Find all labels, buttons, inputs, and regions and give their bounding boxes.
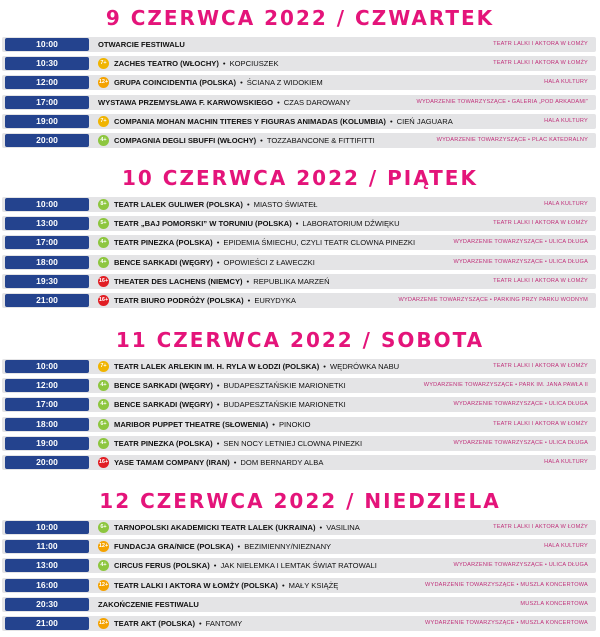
event-title xyxy=(114,436,362,451)
day-title: 11 CZERWCA 2022 / SOBOTA xyxy=(115,328,485,352)
company-name: TARNOPOLSKI AKADEMICKI TEATR LALEK (UKRAINA) xyxy=(114,523,316,532)
event-time: 20:30 xyxy=(5,598,89,611)
event-title xyxy=(114,274,330,289)
venue-label: HALA KULTURY xyxy=(544,459,588,465)
schedule-row[interactable] xyxy=(2,616,596,631)
performance-title: EURYDYKA xyxy=(254,296,296,305)
bullet-separator: • xyxy=(277,98,280,107)
schedule-row[interactable] xyxy=(2,197,596,212)
age-badge: 12+ xyxy=(98,618,109,629)
age-badge: 4+ xyxy=(98,560,109,571)
event-time: 20:00 xyxy=(5,134,89,147)
schedule-row[interactable] xyxy=(2,75,596,90)
venue-label: WYDARZENIE TOWARZYSZĄCE • GALERIA „POD ARKADAMI” xyxy=(416,99,588,105)
company-name: BENCE SARKADI (WĘGRY) xyxy=(114,381,213,390)
age-badge: 4+ xyxy=(98,257,109,268)
event-title xyxy=(114,378,346,393)
age-badge: 12+ xyxy=(98,541,109,552)
schedule-row[interactable] xyxy=(2,558,596,573)
schedule-row[interactable] xyxy=(2,417,596,432)
venue-label: TEATR LALKI I AKTORA W ŁOMŻY xyxy=(493,524,588,530)
day-title: 10 CZERWCA 2022 / PIĄTEK xyxy=(122,166,478,190)
performance-title: EPIDEMIA ŚMIECHU, CZYLI TEATR CLOWNA PINEZKI xyxy=(223,238,416,247)
performance-title: DOM BERNARDY ALBA xyxy=(240,458,324,467)
event-title xyxy=(114,578,338,593)
age-badge: 4+ xyxy=(98,237,109,248)
bullet-separator: • xyxy=(319,523,323,532)
company-name: BENCE SARKADI (WĘGRY) xyxy=(114,400,213,409)
event-title xyxy=(114,455,323,470)
venue-label: TEATR LALKI I AKTORA W ŁOMŻY xyxy=(493,220,588,226)
performance-title: TOZZABANCONE & FITTIFITTI xyxy=(266,136,375,145)
event-time: 10:30 xyxy=(5,57,89,70)
event-title xyxy=(114,359,399,374)
company-name: TEATR LALEK GULIWER (POLSKA) xyxy=(114,200,243,209)
performance-title: SEN NOCY LETNIEJ CLOWNA PINEZKI xyxy=(223,439,363,448)
bullet-separator: • xyxy=(240,78,243,87)
event-time: 10:00 xyxy=(5,521,89,534)
venue-label: HALA KULTURY xyxy=(544,79,588,85)
age-badge: 16+ xyxy=(98,276,109,287)
company-name: ZAKOŃCZENIE FESTIWALU xyxy=(98,600,199,609)
company-name: THEATER DES LACHENS (NIEMCY) xyxy=(114,277,243,286)
day-title: 9 CZERWCA 2022 / CZWARTEK xyxy=(105,6,495,30)
bullet-separator: • xyxy=(260,136,263,145)
venue-label: WYDARZENIE TOWARZYSZĄCE • MUSZLA KONCERTOWA xyxy=(425,620,588,626)
schedule-row[interactable] xyxy=(2,436,596,451)
company-name: CIRCUS FERUS (POLSKA) xyxy=(114,561,210,570)
event-time: 17:00 xyxy=(5,96,89,109)
age-badge: 12+ xyxy=(98,77,109,88)
schedule-row[interactable] xyxy=(2,293,596,308)
event-title xyxy=(98,37,185,52)
event-title xyxy=(114,520,360,535)
schedule-row[interactable] xyxy=(2,114,596,129)
event-title xyxy=(114,255,315,270)
venue-label: TEATR LALKI I AKTORA W ŁOMŻY xyxy=(493,41,588,47)
event-title xyxy=(98,597,199,612)
performance-title: BUDAPESZTAŃSKIE MARIONETKI xyxy=(223,381,346,390)
performance-title: CZAS DAROWANY xyxy=(283,98,351,107)
schedule-row[interactable] xyxy=(2,578,596,593)
event-time: 10:00 xyxy=(5,38,89,51)
venue-label: WYDARZENIE TOWARZYSZĄCE • PARKING PRZY PARKU WODNYM xyxy=(398,297,588,303)
event-time: 10:00 xyxy=(5,198,89,211)
company-name: TEATR PINEZKA (POLSKA) xyxy=(114,238,213,247)
event-time: 18:00 xyxy=(5,418,89,431)
venue-label: HALA KULTURY xyxy=(544,201,588,207)
age-badge: 16+ xyxy=(98,295,109,306)
venue-label: WYDARZENIE TOWARZYSZĄCE • PARK IM. JANA PAWŁA II xyxy=(423,382,588,388)
company-name: WYSTAWA PRZEMYSŁAWA F. KARWOWSKIEGO xyxy=(98,98,274,107)
age-badge: 6+ xyxy=(98,419,109,430)
company-name: TEATR BIURO PODRÓŻY (POLSKA) xyxy=(114,296,244,305)
event-time: 11:00 xyxy=(5,540,89,553)
bullet-separator: • xyxy=(246,200,250,209)
bullet-separator: • xyxy=(216,381,220,390)
age-badge: 7+ xyxy=(98,116,109,127)
event-time: 19:30 xyxy=(5,275,89,288)
bullet-separator: • xyxy=(281,581,285,590)
company-name: YASE TAMAM COMPANY (IRAN) xyxy=(114,458,230,467)
venue-label: TEATR LALKI I AKTORA W ŁOMŻY xyxy=(493,363,588,369)
performance-title: BEZIMIENNY/NIEZNANY xyxy=(244,542,332,551)
bullet-separator: • xyxy=(222,59,226,68)
performance-title: JAK NIELEMKA I LEMTAK ŚWIAT RATOWALI xyxy=(220,561,377,570)
company-name: TEATR LALKI I AKTORA W ŁOMŻY (POLSKA) xyxy=(114,581,278,590)
event-title xyxy=(114,133,375,148)
bullet-separator: • xyxy=(272,420,275,429)
company-name: BENCE SARKADI (WĘGRY) xyxy=(114,258,213,267)
bullet-separator: • xyxy=(295,219,299,228)
event-time: 17:00 xyxy=(5,398,89,411)
venue-label: WYDARZENIE TOWARZYSZĄCE • ULICA DŁUGA xyxy=(453,401,588,407)
venue-label: TEATR LALKI I AKTORA W ŁOMŻY xyxy=(493,278,588,284)
age-badge: 4+ xyxy=(98,399,109,410)
event-time: 13:00 xyxy=(5,217,89,230)
schedule-row[interactable] xyxy=(2,95,596,110)
event-time: 13:00 xyxy=(5,559,89,572)
performance-title: LABORATORIUM DŹWIĘKU xyxy=(302,219,400,228)
company-name: GRUPA COINCIDENTIA (POLSKA) xyxy=(114,78,237,87)
schedule-row[interactable] xyxy=(2,539,596,554)
company-name: COMPAGNIA DEGLI SBUFFI (WŁOCHY) xyxy=(114,136,257,145)
schedule-row[interactable] xyxy=(2,133,596,148)
performance-title: ŚCIANA Z WIDOKIEM xyxy=(246,78,323,87)
company-name: COMPANIA MOHAN MACHIN TITERES Y FIGURAS ANIMADAS (KOLUMBIA) xyxy=(114,117,386,126)
bullet-separator: • xyxy=(216,400,220,409)
schedule-row[interactable] xyxy=(2,378,596,393)
event-time: 20:00 xyxy=(5,456,89,469)
company-name: ZACHES TEATRO (WŁOCHY) xyxy=(114,59,219,68)
venue-label: WYDARZENIE TOWARZYSZĄCE • ULICA DŁUGA xyxy=(453,239,588,245)
performance-title: MAŁY KSIĄŻĘ xyxy=(288,581,339,590)
bullet-separator: • xyxy=(199,619,202,628)
venue-label: WYDARZENIE TOWARZYSZĄCE • PLAC KATEDRALNY xyxy=(436,137,588,143)
schedule-row[interactable] xyxy=(2,37,596,52)
event-title xyxy=(114,114,453,129)
venue-label: HALA KULTURY xyxy=(544,543,588,549)
performance-title: WĘDRÓWKA NABU xyxy=(329,362,400,371)
bullet-separator: • xyxy=(233,458,237,467)
bullet-separator: • xyxy=(389,117,393,126)
performance-title: KOPCIUSZEK xyxy=(229,59,279,68)
event-title xyxy=(114,75,323,90)
bullet-separator: • xyxy=(216,439,220,448)
event-title xyxy=(114,417,311,432)
event-time: 19:00 xyxy=(5,115,89,128)
venue-label: WYDARZENIE TOWARZYSZĄCE • ULICA DŁUGA xyxy=(453,562,588,568)
performance-title: MIASTO ŚWIATEŁ xyxy=(253,200,318,209)
event-time: 12:00 xyxy=(5,379,89,392)
schedule-row[interactable] xyxy=(2,397,596,412)
performance-title: VASILINA xyxy=(326,523,360,532)
company-name: TEATR AKT (POLSKA) xyxy=(114,619,195,628)
bullet-separator: • xyxy=(246,277,250,286)
schedule-row[interactable] xyxy=(2,520,596,535)
event-title xyxy=(114,197,317,212)
event-time: 19:00 xyxy=(5,437,89,450)
age-badge: 4+ xyxy=(98,380,109,391)
bullet-separator: • xyxy=(216,258,220,267)
bullet-separator: • xyxy=(216,238,220,247)
schedule-row[interactable] xyxy=(2,359,596,374)
venue-label: WYDARZENIE TOWARZYSZĄCE • MUSZLA KONCERTOWA xyxy=(425,582,588,588)
venue-label: MUSZLA KONCERTOWA xyxy=(520,601,588,607)
event-title xyxy=(114,397,346,412)
event-time: 10:00 xyxy=(5,360,89,373)
age-badge: 12+ xyxy=(98,580,109,591)
schedule-row[interactable] xyxy=(2,235,596,250)
company-name: FUNDACJA GRA/NICE (POLSKA) xyxy=(114,542,234,551)
performance-title: REPUBLIKA MARZEŃ xyxy=(253,277,330,286)
venue-label: HALA KULTURY xyxy=(544,118,588,124)
event-time: 16:00 xyxy=(5,579,89,592)
schedule-row[interactable] xyxy=(2,255,596,270)
performance-title: PINOKIO xyxy=(278,420,311,429)
schedule-row[interactable] xyxy=(2,455,596,470)
event-time: 18:00 xyxy=(5,256,89,269)
performance-title: OPOWIEŚCI Z ŁAWECZKI xyxy=(223,258,315,267)
event-time: 21:00 xyxy=(5,294,89,307)
bullet-separator: • xyxy=(323,362,326,371)
event-title xyxy=(114,56,279,71)
event-title xyxy=(114,558,377,573)
age-badge: 5+ xyxy=(98,218,109,229)
schedule-row[interactable] xyxy=(2,597,596,612)
venue-label: TEATR LALKI I AKTORA W ŁOMŻY xyxy=(493,60,588,66)
schedule-row[interactable] xyxy=(2,216,596,231)
company-name: OTWARCIE FESTIWALU xyxy=(98,40,185,49)
event-title xyxy=(114,235,415,250)
event-time: 21:00 xyxy=(5,617,89,630)
event-title xyxy=(114,216,400,231)
age-badge: 4+ xyxy=(98,135,109,146)
company-name: TEATR LALEK ARLEKIN IM. H. RYLA W ŁODZI (POLSKA) xyxy=(114,362,320,371)
performance-title: CIEŃ JAGUARA xyxy=(396,117,453,126)
event-time: 17:00 xyxy=(5,236,89,249)
event-time: 12:00 xyxy=(5,76,89,89)
venue-label: WYDARZENIE TOWARZYSZĄCE • ULICA DŁUGA xyxy=(453,259,588,265)
age-badge: 7+ xyxy=(98,361,109,372)
event-title xyxy=(98,95,351,110)
age-badge: 7+ xyxy=(98,58,109,69)
company-name: TEATR „BAJ POMORSKI” W TORUNIU (POLSKA) xyxy=(114,219,292,228)
performance-title: BUDAPESZTAŃSKIE MARIONETKI xyxy=(223,400,346,409)
age-badge: 6+ xyxy=(98,522,109,533)
day-title: 12 CZERWCA 2022 / NIEDZIELA xyxy=(99,489,501,513)
schedule-row[interactable] xyxy=(2,56,596,71)
event-title xyxy=(114,616,242,631)
venue-label: TEATR LALKI I AKTORA W ŁOMŻY xyxy=(493,421,588,427)
bullet-separator: • xyxy=(213,561,217,570)
age-badge: 8+ xyxy=(98,199,109,210)
performance-title: FANTOMY xyxy=(205,619,243,628)
event-title xyxy=(114,293,296,308)
event-title xyxy=(114,539,331,554)
age-badge: 16+ xyxy=(98,457,109,468)
company-name: TEATR PINEZKA (POLSKA) xyxy=(114,439,213,448)
bullet-separator: • xyxy=(247,296,251,305)
bullet-separator: • xyxy=(237,542,241,551)
company-name: MARIBOR PUPPET THEATRE (SŁOWENIA) xyxy=(114,420,269,429)
venue-label: WYDARZENIE TOWARZYSZĄCE • ULICA DŁUGA xyxy=(453,440,588,446)
age-badge: 4+ xyxy=(98,438,109,449)
schedule-row[interactable] xyxy=(2,274,596,289)
